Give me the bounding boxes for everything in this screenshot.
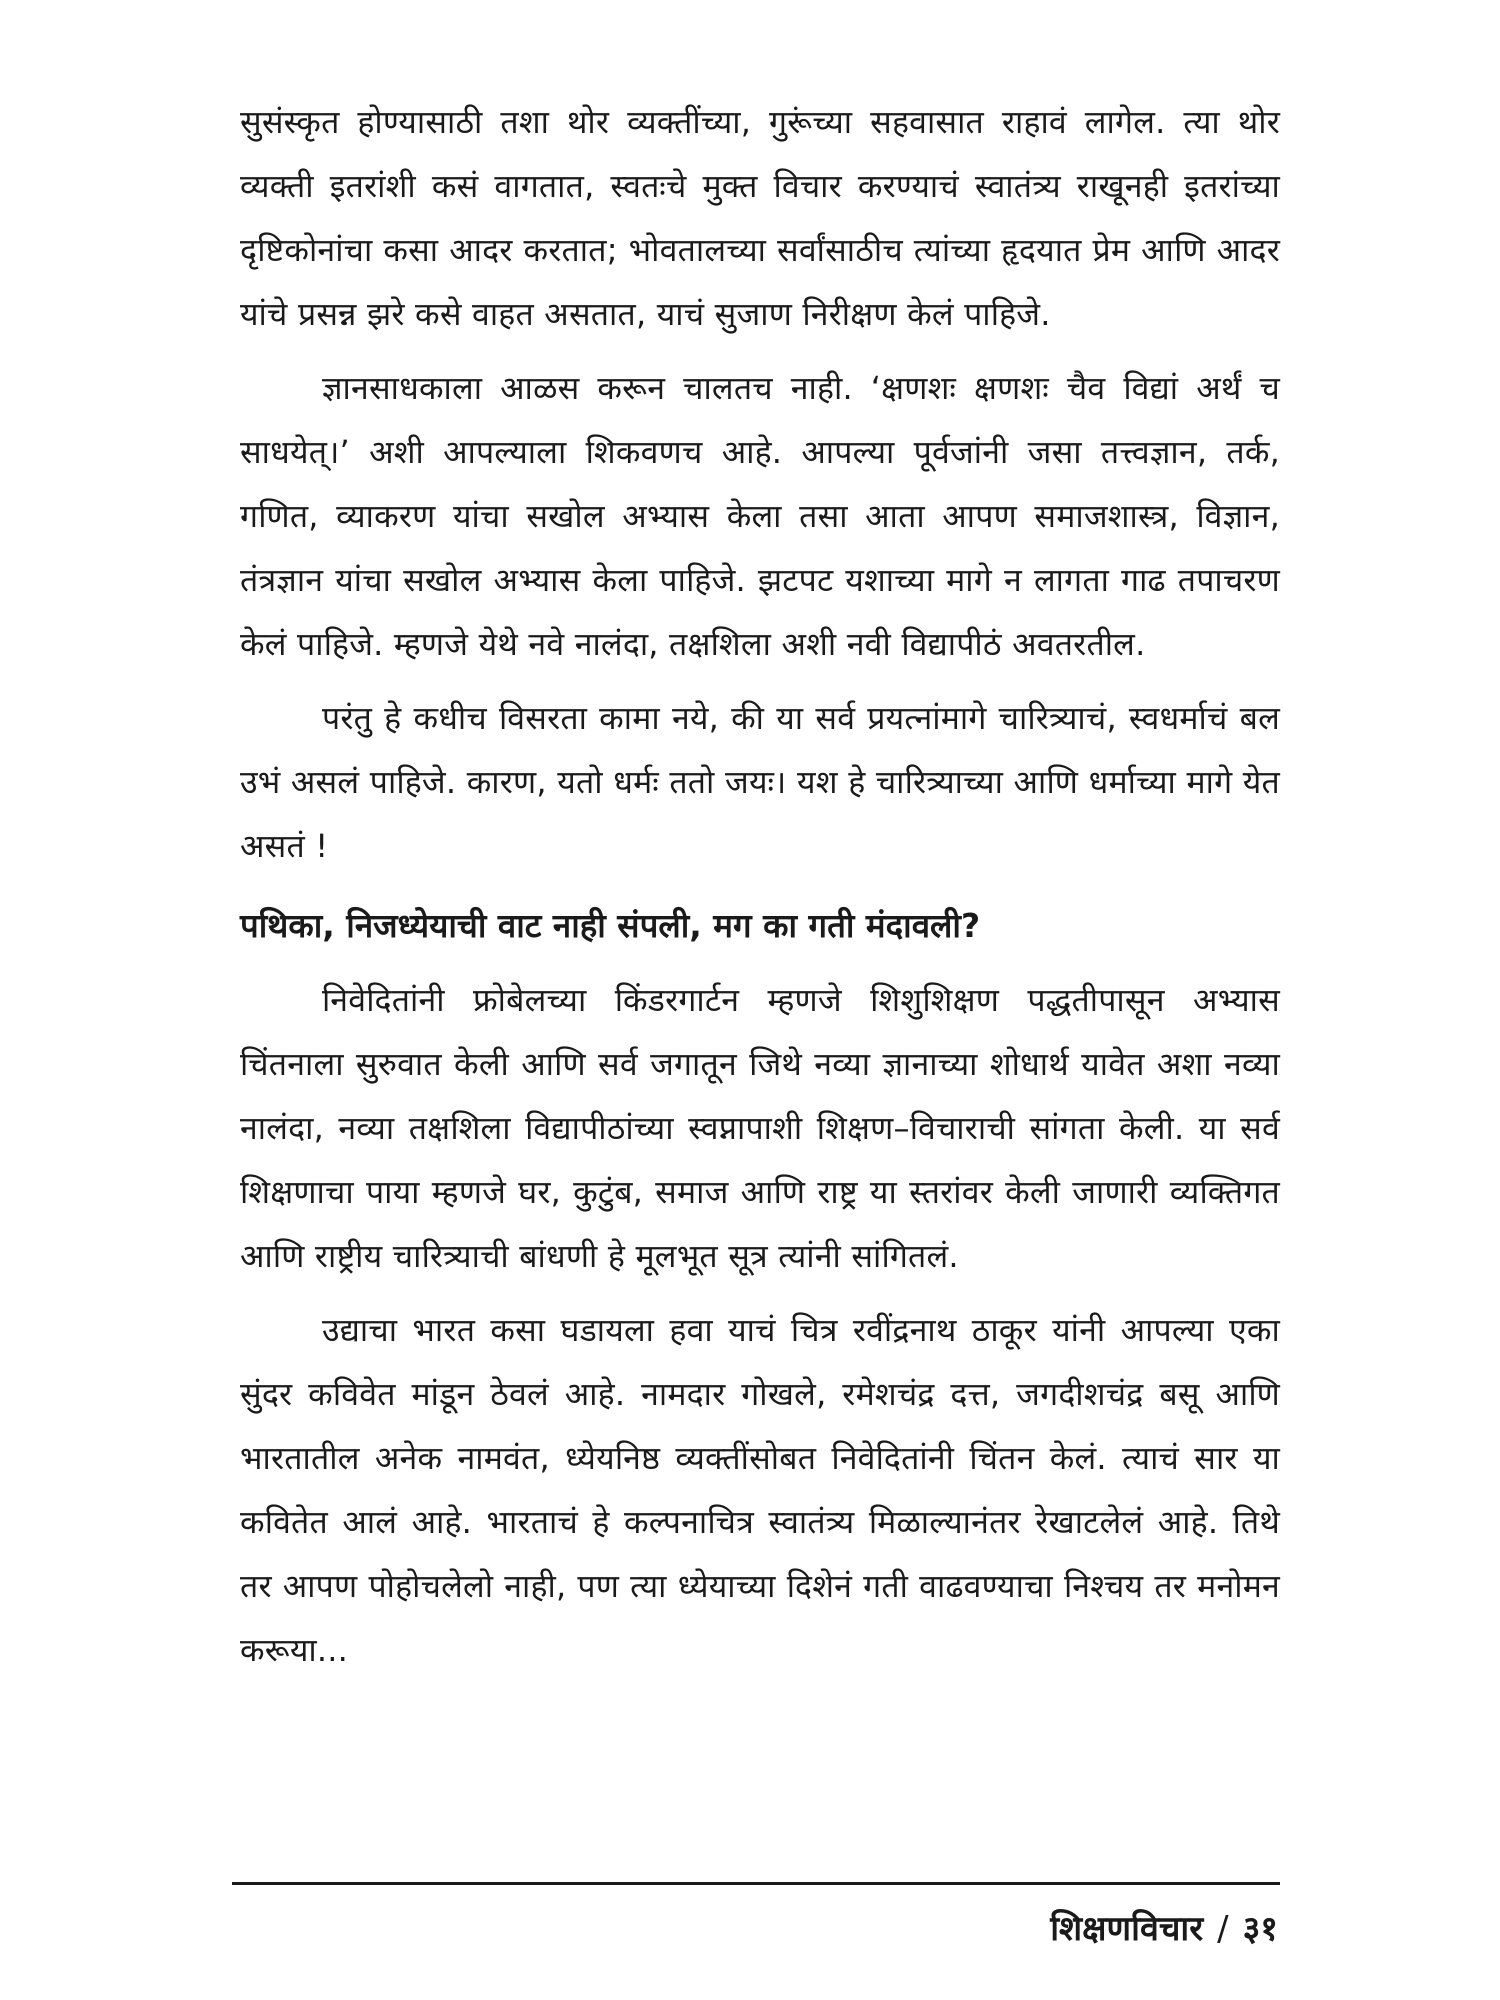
paragraph-1: सुसंस्कृत होण्यासाठी तशा थोर व्यक्तींच्या, गुरूंच्या सहवासात राहावं लागेल. त्या थोर व्यक्ती इतरांशी कसं वागतात, स्वतःचे मुक्त विचार करण्याचं स्वातंत्र्य राखूनही इतरांच्या दृष्टिकोनांचा कसा आदर करतात; भोवतालच्या सर्वांसाठीच त्यांच्या हृदयात प्रेम आणि आदर यांचे प्रसन्न झरे कसे वाहत असतात, याचं सुजाण निरीक्षण केलं पाहिजे.	[240, 103, 1280, 333]
footer-book-title: शिक्षणविचार	[1050, 1909, 1204, 1949]
footer-separator: /	[1217, 1909, 1229, 1949]
page-number: ३१	[1242, 1909, 1278, 1949]
paragraph-5: उद्याचा भारत कसा घडायला हवा याचं चित्र रवींद्रनाथ ठाकूर यांनी आपल्या एका सुंदर कविवेत मांडून ठेवलं आहे. नामदार गोखले, रमेशचंद्र दत्त, जगदीशचंद्र बसू आणि भारतातील अनेक नामवंत, ध्येयनिष्ठ व्यक्तींसोबत निवेदितांनी चिंतन केलं. त्याचं सार या कवितेत आलं आहे. भारताचं हे कल्पनाचित्र स्वातंत्र्य मिळाल्यानंतर रेखाटलेलं आहे. तिथे तर आपण पोहोचलेलो नाही, पण त्या ध्येयाच्या दिशेनं गती वाढवण्याचा निश्चय तर मनोमन करूया...	[240, 1311, 1280, 1669]
footer-divider	[232, 1882, 1280, 1885]
paragraph-4: निवेदितांनी फ्रोबेलच्या किंडरगार्टन म्हणजे शिशुशिक्षण पद्धतीपासून अभ्यास चिंतनाला सुरुवात केली आणि सर्व जगातून जिथे नव्या ज्ञानाच्या शोधार्थ यावेत अशा नव्या नालंदा, नव्या तक्षशिला विद्यापीठांच्या स्वप्नापाशी शिक्षण–विचाराची सांगता केली. या सर्व शिक्षणाचा पाया म्हणजे घर, कुटुंब, समाज आणि राष्ट्र या स्तरांवर केली जाणारी व्यक्तिगत आणि राष्ट्रीय चारित्र्याची बांधणी हे मूलभूत सूत्र त्यांनी सांगितलं.	[240, 981, 1280, 1275]
page-footer	[1050, 1905, 1278, 1953]
page-body	[240, 90, 1280, 1990]
paragraph-2: ज्ञानसाधकाला आळस करून चालतच नाही. ‘क्षणशः क्षणशः चैव विद्यां अर्थं च साधयेत्।’ अशी आपल्याला शिकवणच आहे. आपल्या पूर्वजांनी जसा तत्त्वज्ञान, तर्क, गणित, व्याकरण यांचा सखोल अभ्यास केला तसा आता आपण समाजशास्त्र, विज्ञान, तंत्रज्ञान यांचा सखोल अभ्यास केला पाहिजे. झटपट यशाच्या मागे न लागता गाढ तपाचरण केलं पाहिजे. म्हणजे येथे नवे नालंदा, तक्षशिला अशी नवी विद्यापीठं अवतरतील.	[240, 369, 1280, 663]
section-heading: पथिका, निजध्येयाची वाट नाही संपली, मग का गती मंदावली?	[240, 906, 981, 945]
paragraph-3: परंतु हे कधीच विसरता कामा नये, की या सर्व प्रयत्नांमागे चारित्र्याचं, स्वधर्माचं बल उभं असलं पाहिजे. कारण, यतो धर्मः ततो जयः। यश हे चारित्र्याच्या आणि धर्माच्या मागे येत असतं !	[240, 699, 1280, 865]
